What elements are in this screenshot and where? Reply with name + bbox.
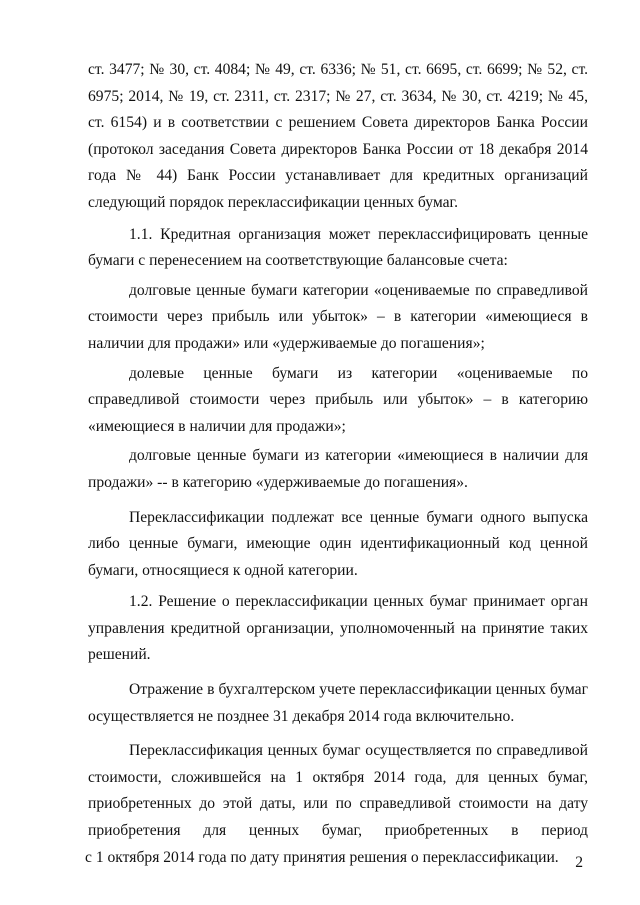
document-body: [85, 57, 588, 871]
paragraph-accounting-deadline: Отражение в бухгалтерском учете переклассификации ценных бумаг осуществляется не позднее 31 декабря 2014 года включительно.: [88, 681, 588, 725]
paragraph-legal-basis: ст. 3477; № 30, ст. 4084; № 49, ст. 6336; № 51, ст. 6695, ст. 6699; № 52, ст. 6975; 2014, № 19, ст. 2311, ст. 2317; № 27, ст. 3634, № 30, ст. 4219; № 45, ст. 6154) и в соответствии с решением Совета директоров Банка России (протокол заседания Совета директоров Банка России от 18 декабря 2014 года № 44) Банк России устанавливает для кредитных организаций следующий порядок переклассификации ценных бумаг.: [88, 61, 588, 211]
paragraph-fair-value: Переклассификация ценных бумаг осуществляется по справедливой стоимости, сложившейся на 1 октября 2014 года, для ценных бумаг, приобретенных до этой даты, или по справедливой стоимости на дату приобретения для ценных бумаг, приобретенных в период: [88, 742, 588, 840]
paragraph-section-1-2: 1.2. Решение о переклассификации ценных бумаг принимает орган управления кредитной организации, уполномоченный на принятие таких решений.: [88, 593, 588, 664]
paragraph-fair-value-period: с 1 октября 2014 года по дату принятия решения о переклассификации.: [85, 848, 559, 866]
paragraph-section-1-1: 1.1. Кредитная организация может переклассифицировать ценные бумаги с перенесением на соответствующие балансовые счета:: [88, 225, 588, 270]
paragraph-debt-available-for-sale: долговые ценные бумаги из категории «имеющиеся в наличии для продажи» -- в категорию «удерживаемые до погашения».: [88, 447, 588, 491]
page-number: 2: [575, 854, 583, 871]
paragraph-same-issue: Переклассификации подлежат все ценные бумаги одного выпуска либо ценные бумаги, имеющие один идентификационный код ценной бумаги, относящиеся к одной категории.: [88, 508, 588, 579]
paragraph-equity-securities: долевые ценные бумаги из категории «оцениваемые по справедливой стоимости через прибыль или убыток» – в категорию «имеющиеся в наличии для продажи»;: [88, 364, 588, 435]
paragraph-debt-securities: долговые ценные бумаги категории «оцениваемые по справедливой стоимости через прибыль или убыток» – в категории «имеющиеся в наличии для продажи» или «удерживаемые до погашения»;: [88, 281, 588, 352]
